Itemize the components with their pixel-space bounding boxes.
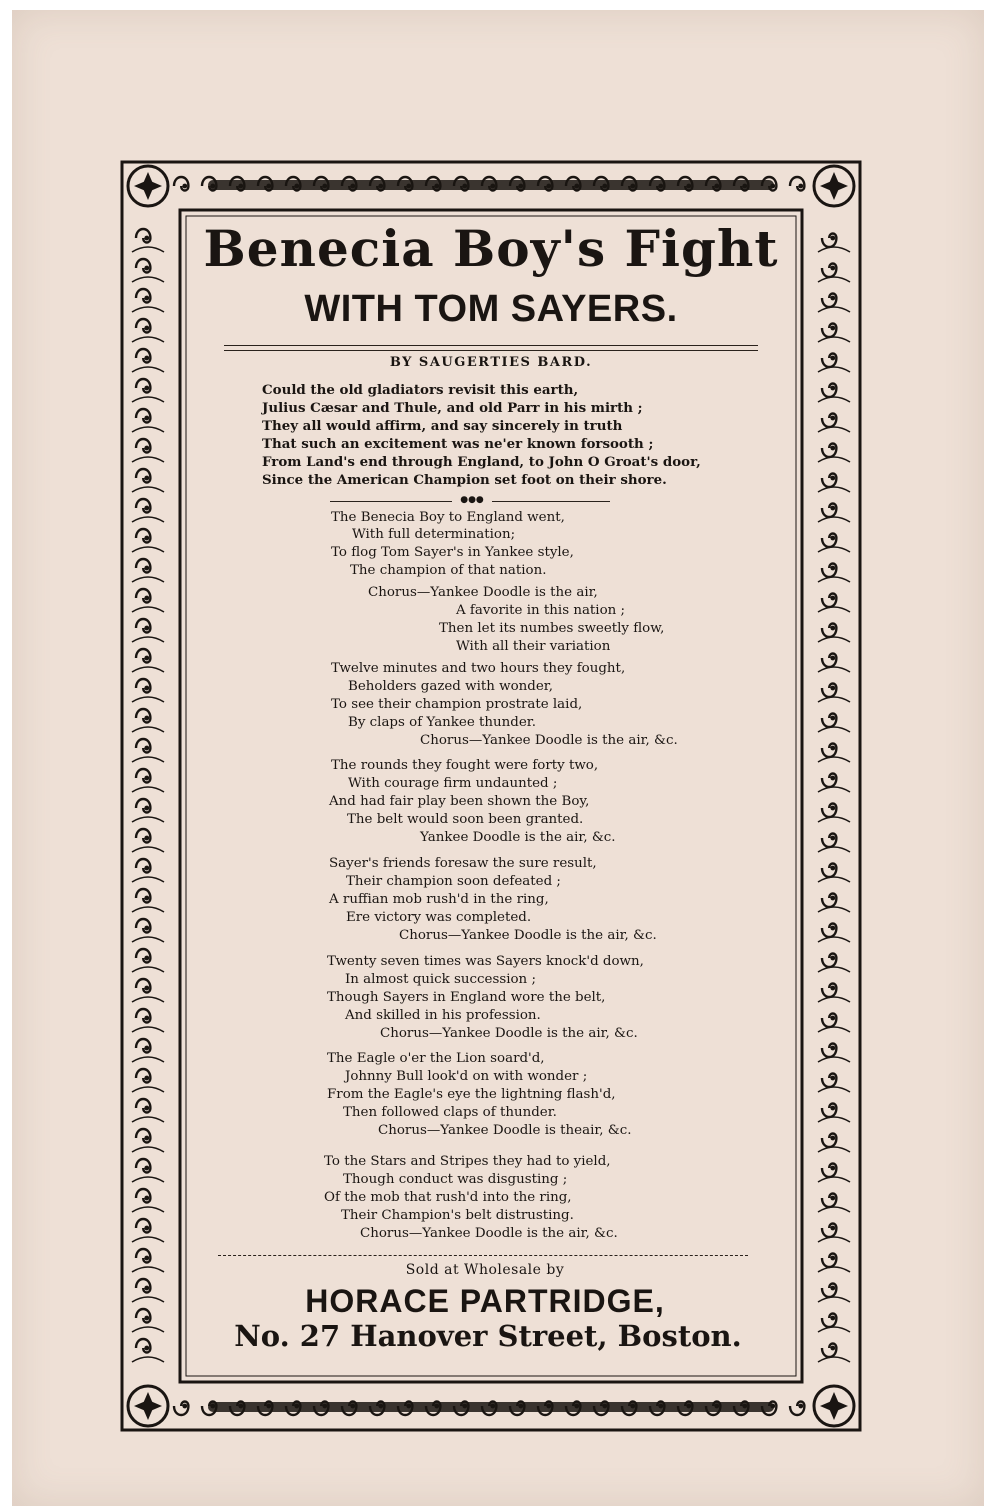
intro-line: From Land's end through England, to John O Groat's door,: [262, 454, 701, 470]
verse-line: A ruffian mob rush'd in the ring,: [329, 892, 549, 907]
verse-line: The champion of that nation.: [350, 563, 547, 578]
chorus-line: Chorus—Yankee Doodle is the air, &c.: [380, 1026, 638, 1041]
chorus-line: Chorus—Yankee Doodle is the air, &c.: [360, 1226, 618, 1241]
subtitle: WITH TOM SAYERS.: [304, 288, 678, 330]
verse-line: By claps of Yankee thunder.: [348, 715, 536, 730]
verse-line: Twelve minutes and two hours they fought,: [331, 661, 626, 676]
intro-line: Since the American Champion set foot on their shore.: [262, 472, 667, 488]
chorus-line: Then let its numbes sweetly flow,: [439, 621, 665, 636]
verse-line: The Benecia Boy to England went,: [331, 510, 565, 525]
chorus-line: Chorus—Yankee Doodle is the air, &c.: [420, 733, 678, 748]
verse-line: The belt would soon been granted.: [347, 812, 584, 827]
verse-line: Though Sayers in England wore the belt,: [327, 990, 606, 1005]
verse-line: Then followed claps of thunder.: [343, 1105, 557, 1120]
verse-line: Their Champion's belt distrusting.: [341, 1208, 574, 1223]
publisher-address: No. 27 Hanover Street, Boston.: [234, 1319, 742, 1353]
title: Benecia Boy's Fight: [203, 219, 779, 278]
verse-line: With full determination;: [352, 527, 516, 542]
verse-line: Ere victory was completed.: [346, 910, 532, 925]
publisher-name: HORACE PARTRIDGE,: [305, 1283, 665, 1319]
verse-line: To the Stars and Stripes they had to yield,: [324, 1154, 611, 1169]
verse-line: To flog Tom Sayer's in Yankee style,: [331, 545, 574, 560]
byline: BY SAUGERTIES BARD.: [389, 355, 593, 370]
footer-rule: [218, 1255, 748, 1256]
chorus-line: Chorus—Yankee Doodle is theair, &c.: [378, 1123, 632, 1138]
verse-line: And skilled in his profession.: [345, 1008, 541, 1023]
verse-line: Johnny Bull look'd on with wonder ;: [345, 1069, 588, 1084]
verse-line: Twenty seven times was Sayers knock'd down,: [327, 954, 644, 969]
separator-ornament: ●●●: [452, 496, 492, 505]
verse-line: Though conduct was disgusting ;: [343, 1172, 568, 1187]
verse-line: Their champion soon defeated ;: [346, 874, 561, 889]
title-rule: [224, 345, 758, 351]
broadside-content: [190, 215, 792, 1370]
intro-line: Julius Cæsar and Thule, and old Parr in his mirth ;: [262, 400, 643, 416]
verse-line: And had fair play been shown the Boy,: [329, 794, 590, 809]
verse-line: With courage firm undaunted ;: [348, 776, 558, 791]
verse-line: Sayer's friends foresaw the sure result,: [329, 856, 597, 871]
verse-line: To see their champion prostrate laid,: [331, 697, 583, 712]
verse-line: The Eagle o'er the Lion soard'd,: [327, 1051, 545, 1066]
intro-line: Could the old gladiators revisit this earth,: [262, 382, 579, 398]
verse-line: In almost quick succession ;: [345, 972, 536, 987]
chorus-line: With all their variation: [456, 639, 611, 654]
chorus-line: Chorus—Yankee Doodle is the air, &c.: [399, 928, 657, 943]
chorus-line: Chorus—Yankee Doodle is the air,: [368, 585, 598, 600]
verse-line: Beholders gazed with wonder,: [348, 679, 553, 694]
verse-line: Of the mob that rush'd into the ring,: [324, 1190, 572, 1205]
broadside-sheet: [12, 10, 984, 1506]
intro-line: That such an excitement was ne'er known forsooth ;: [262, 436, 654, 452]
chorus-line: A favorite in this nation ;: [456, 603, 626, 618]
verse-line: From the Eagle's eye the lightning flash'd,: [327, 1087, 616, 1102]
verse-line: The rounds they fought were forty two,: [331, 758, 599, 773]
intro-line: They all would affirm, and say sincerely in truth: [262, 418, 623, 434]
sold-at-label: Sold at Wholesale by: [405, 1262, 565, 1278]
chorus-line: Yankee Doodle is the air, &c.: [420, 830, 616, 845]
